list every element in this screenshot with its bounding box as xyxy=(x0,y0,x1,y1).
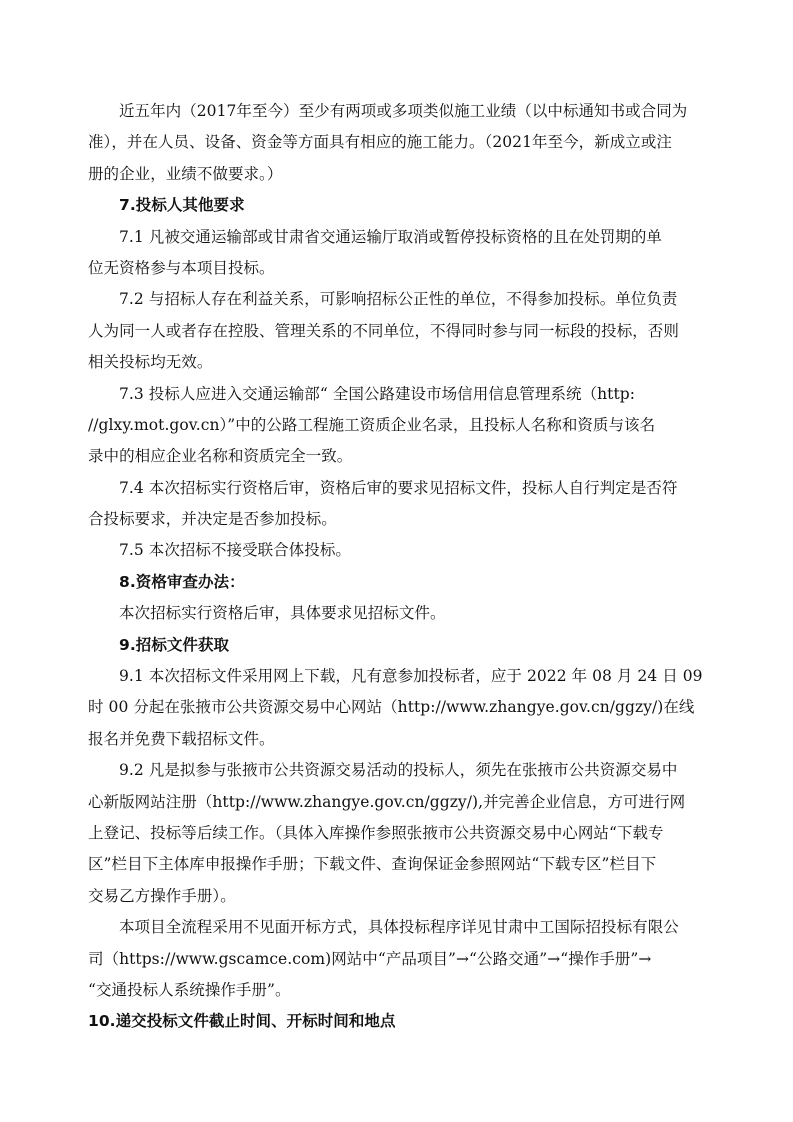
section-heading xyxy=(88,190,708,221)
text-line: 本项目全流程采用不见面开标方式，具体投标程序详见甘肃中工国际招投标有限公 xyxy=(119,918,679,937)
text-line: 时 00 分起在张掖市公共资源交易中心网站（http://www.zhangye.gov.cn/ggzy/)在线 xyxy=(88,698,695,717)
paragraph xyxy=(88,535,708,566)
text-line: 上登记、投标等后续工作。（具体入库操作参照张掖市公共资源交易中心网站“下载专 xyxy=(88,823,664,842)
text-line: 册的企业，业绩不做要求。） xyxy=(88,164,283,183)
text-line: 7.4 本次招标实行资格后审，资格后审的要求见招标文件，投标人自行判定是否符 xyxy=(119,478,678,497)
document-body xyxy=(88,96,708,1038)
paragraph xyxy=(88,598,708,629)
text-line: 7.5 本次招标不接受联合体投标。 xyxy=(119,541,351,560)
text-line: 合投标要求，并决定是否参加投标。 xyxy=(88,510,337,529)
text-line: 7.1 凡被交通运输部或甘肃省交通运输厅取消或暂停投标资格的且在处罚期的单 xyxy=(119,227,662,246)
paragraph xyxy=(88,379,708,473)
section-heading xyxy=(88,567,708,598)
text-line: 心新版网站注册（http://www.zhangye.gov.cn/ggzy/),并完善企业信息，方可进行网 xyxy=(88,792,686,811)
text-line: 人为同一人或者存在控股、管理关系的不同单位，不得同时参与同一标段的投标，否则 xyxy=(88,321,679,340)
text-line: 近五年内（2017年至今）至少有两项或多项类似施工业绩（以中标通知书或合同为 xyxy=(119,102,688,120)
text-line: “交通投标人系统操作手册”。 xyxy=(88,980,291,999)
text-line: 报名并免费下载招标文件。 xyxy=(88,729,275,748)
text-line: 本次招标实行资格后审，具体要求见招标文件。 xyxy=(119,604,446,623)
text-line: 7.3 投标人应进入交通运输部“ 全国公路建设市场信用信息管理系统（http: xyxy=(119,384,635,403)
text-line: 8.资格审查办法： xyxy=(119,572,245,591)
text-line: 录中的相应企业名称和资质完全一致。 xyxy=(88,447,353,466)
text-line: 司（https://www.gscamce.com)网站中“产品项目”→“公路交通”→“操作手册”→ xyxy=(88,949,652,968)
paragraph xyxy=(88,222,708,285)
text-line: //glxy.mot.gov.cn）”中的公路工程施工资质企业名录，且投标人名称和资质与该名 xyxy=(88,415,656,434)
section-heading xyxy=(88,1006,708,1037)
text-line: 7.投标人其他要求 xyxy=(119,196,245,215)
text-line: 9.2 凡是拟参与张掖市公共资源交易活动的投标人，须先在张掖市公共资源交易中 xyxy=(119,761,678,780)
paragraph xyxy=(88,912,708,1006)
paragraph xyxy=(88,473,708,536)
text-line: 9.招标文件获取 xyxy=(119,635,230,654)
paragraph xyxy=(88,755,708,912)
section-heading xyxy=(88,630,708,661)
text-line: 位无资格参与本项目投标。 xyxy=(88,258,275,277)
text-line: 区”栏目下主体库申报操作手册；下载文件、查询保证金参照网站“下载专区”栏目下 xyxy=(88,855,657,874)
paragraph xyxy=(88,96,708,190)
text-line: 10.递交投标文件截止时间、开标时间和地点 xyxy=(88,1012,396,1031)
text-line: 9.1 本次招标文件采用网上下载，凡有意参加投标者，应于 2022 年 08 月 24 日 09 xyxy=(119,667,703,686)
text-line: 相关投标均无效。 xyxy=(88,353,213,372)
text-line: 交易乙方操作手册）。 xyxy=(88,886,236,905)
text-line: 准），并在人员、设备、资金等方面具有相应的施工能力。（2021年至今，新成立或注 xyxy=(88,133,672,152)
paragraph xyxy=(88,284,708,378)
paragraph xyxy=(88,661,708,755)
text-line: 7.2 与招标人存在利益关系，可影响招标公正性的单位，不得参加投标。单位负责 xyxy=(119,290,678,309)
